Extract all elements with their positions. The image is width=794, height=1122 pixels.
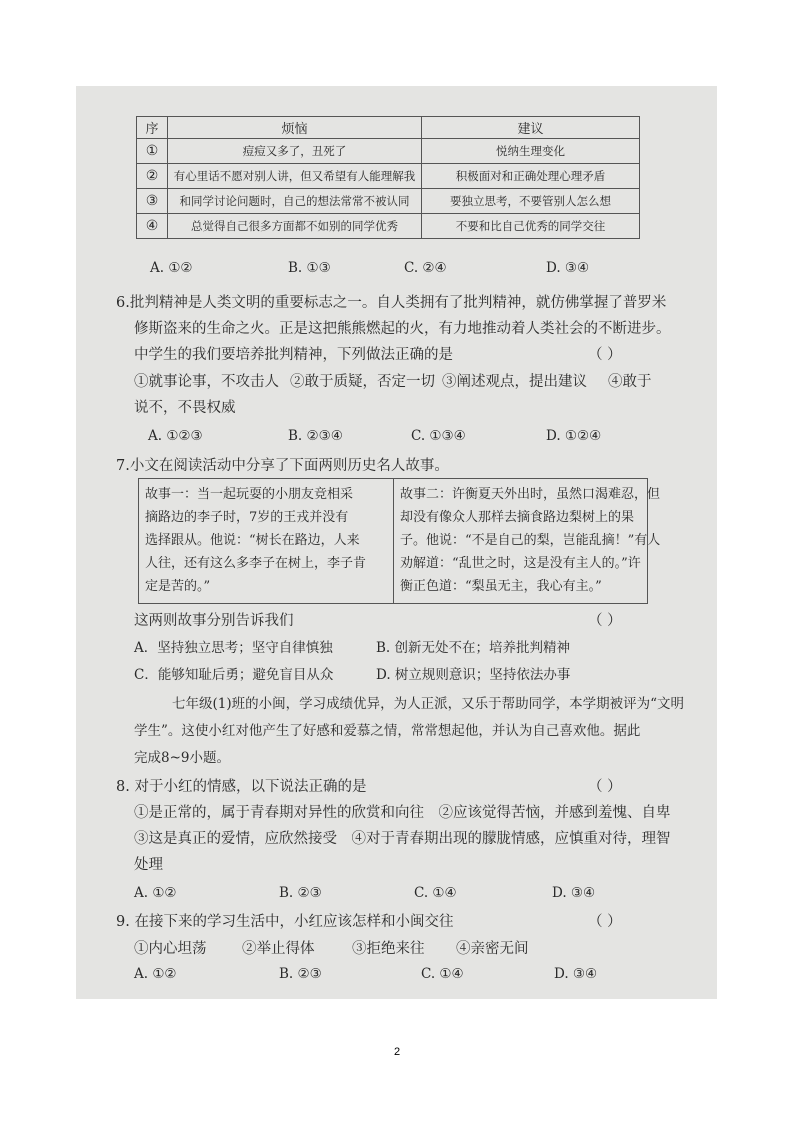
header-advice: 建议	[422, 117, 640, 139]
story-two-line: 故事二：许衡夏天外出时，虽然口渴难忍，但	[400, 487, 661, 502]
q9-item-3: ③拒绝来往	[352, 941, 425, 957]
story-one-line: 选择跟从。他说：“树长在路边，人来	[145, 533, 360, 548]
q6-option-d: D. ①②④	[546, 428, 602, 444]
story-one-line: 定是苦的。”	[145, 579, 211, 594]
q7-answer-paren: （ ）	[588, 613, 622, 629]
row-index: ③	[137, 189, 168, 214]
q6-option-a: A. ①②③	[148, 428, 203, 444]
q9-answer-paren: （ ）	[588, 914, 622, 930]
q9-option-b: B. ②③	[279, 966, 322, 982]
intro-line-3: 完成8~9小题。	[134, 750, 230, 766]
row-index: ④	[137, 214, 168, 239]
intro-line-1: 七年级(1)班的小闽，学习成绩优异，为人正派，又乐于帮助同学，本学期被评为“文明	[172, 696, 685, 712]
q6-stem-line-1: 6.批判精神是人类文明的重要标志之一。自人类拥有了批判精神，就仿佛掌握了普罗米	[116, 295, 667, 311]
q9-stem: 9. 在接下来的学习生活中，小红应该怎样和小闽交往	[116, 914, 454, 930]
row-advice: 要独立思考，不要管别人怎么想	[422, 189, 640, 214]
q9-option-d: D. ③④	[554, 966, 598, 982]
q7-stem: 7.小文在阅读活动中分享了下面两则历史名人故事。	[116, 458, 449, 474]
q7-ask: 这两则故事分别告诉我们	[134, 613, 294, 629]
q7-option-b: B. 创新无处不在；培养批判精神	[376, 640, 571, 656]
q6-answer-paren: （ ）	[588, 347, 622, 363]
story-one-line: 故事一：当一起玩耍的小朋友竞相采	[145, 487, 354, 502]
q5-option-c: C. ②④	[404, 260, 447, 276]
q7-option-c: C．能够知耻后勇；避免盲目从众	[134, 667, 334, 683]
q6-item-4-cont: 说不，不畏权威	[134, 400, 236, 416]
q6-stem-line-2: 修斯盗来的生命之火。正是这把熊熊燃起的火，有力地推动着人类社会的不断进步。	[134, 321, 671, 337]
q6-item-4: ④敢于	[608, 374, 652, 390]
table-header-row	[137, 117, 640, 139]
row-advice: 悦纳生理变化	[422, 139, 640, 164]
q5-option-d: D. ③④	[546, 260, 590, 276]
story-two-line: 衡正色道：“梨虽无主，我心有主。”	[400, 579, 602, 594]
q5-option-a: A. ①②	[150, 260, 193, 276]
q8-item-line-1: ①是正常的，属于青春期对异性的欣赏和向往 ②应该觉得苦恼，并感到羞愧、自卑	[134, 805, 671, 821]
q9-item-1: ①内心坦荡	[134, 941, 207, 957]
q8-item-line-3: 处理	[134, 857, 163, 873]
q6-stem-line-3: 中学生的我们要培养批判精神，下列做法正确的是	[134, 347, 453, 363]
row-worry: 和同学讨论问题时，自己的想法常常不被认同	[168, 189, 422, 214]
table-row	[137, 214, 640, 239]
story-two	[393, 479, 661, 603]
q6-option-b: B. ②③④	[288, 428, 343, 444]
story-two-line: 却没有像众人那样去摘食路边梨树上的果	[400, 510, 635, 525]
q8-item-line-2: ③这是真正的爱情，应欣然接受 ④对于青春期出现的朦胧情感，应慎重对待，理智	[134, 831, 671, 847]
q6-option-c: C. ①③④	[411, 428, 466, 444]
row-worry: 痘痘又多了，丑死了	[168, 139, 422, 164]
q7-option-d: D. 树立规则意识；坚持依法办事	[376, 667, 571, 683]
row-index: ②	[137, 164, 168, 189]
intro-line-2: 学生”。这使小红对他产生了好感和爱慕之情，常常想起他，并认为自己喜欢他。据此	[134, 723, 641, 739]
page-number: 2	[393, 1046, 401, 1058]
row-advice: 不要和比自己优秀的同学交往	[422, 214, 640, 239]
row-worry: 总觉得自己很多方面都不如别的同学优秀	[168, 214, 422, 239]
row-index: ①	[137, 139, 168, 164]
worries-advice-table	[136, 116, 640, 239]
row-advice: 积极面对和正确处理心理矛盾	[422, 164, 640, 189]
story-two-line: 子。他说：“不是自己的梨，岂能乱摘！”有人	[400, 533, 661, 548]
q8-option-d: D. ③④	[552, 885, 596, 901]
scanned-exam-page	[76, 86, 717, 999]
header-index: 序	[137, 117, 168, 139]
q9-option-a: A. ①②	[134, 966, 177, 982]
table-row	[137, 139, 640, 164]
q9-item-4: ④亲密无间	[456, 941, 529, 957]
q8-stem: 8. 对于小红的情感，以下说法正确的是	[116, 779, 367, 795]
q6-item-2: ②敢于质疑，否定一切	[290, 374, 435, 390]
story-one	[139, 479, 393, 603]
q5-option-b: B. ①③	[288, 260, 331, 276]
q7-option-a: A．坚持独立思考；坚守自律慎独	[134, 640, 333, 656]
table-row	[137, 164, 640, 189]
header-worry: 烦恼	[168, 117, 422, 139]
story-two-line: 劝解道：“乱世之时，这是没有主人的。”许	[400, 556, 641, 571]
q6-item-1: ①就事论事，不攻击人	[134, 374, 279, 390]
q8-option-a: A. ①②	[134, 885, 177, 901]
q8-answer-paren: （ ）	[588, 779, 622, 795]
q7-story-table	[138, 478, 661, 604]
q8-option-c: C. ①④	[414, 885, 457, 901]
q9-item-2: ②举止得体	[242, 941, 315, 957]
q6-item-3: ③阐述观点，提出建议	[442, 374, 587, 390]
story-one-line: 摘路边的李子时，7岁的王戎并没有	[145, 510, 349, 525]
q9-option-c: C. ①④	[421, 966, 464, 982]
story-one-line: 人往，还有这么多李子在树上，李子肯	[145, 556, 367, 571]
q8-option-b: B. ②③	[279, 885, 322, 901]
table-row	[137, 189, 640, 214]
row-worry: 有心里话不愿对别人讲，但又希望有人能理解我	[168, 164, 422, 189]
